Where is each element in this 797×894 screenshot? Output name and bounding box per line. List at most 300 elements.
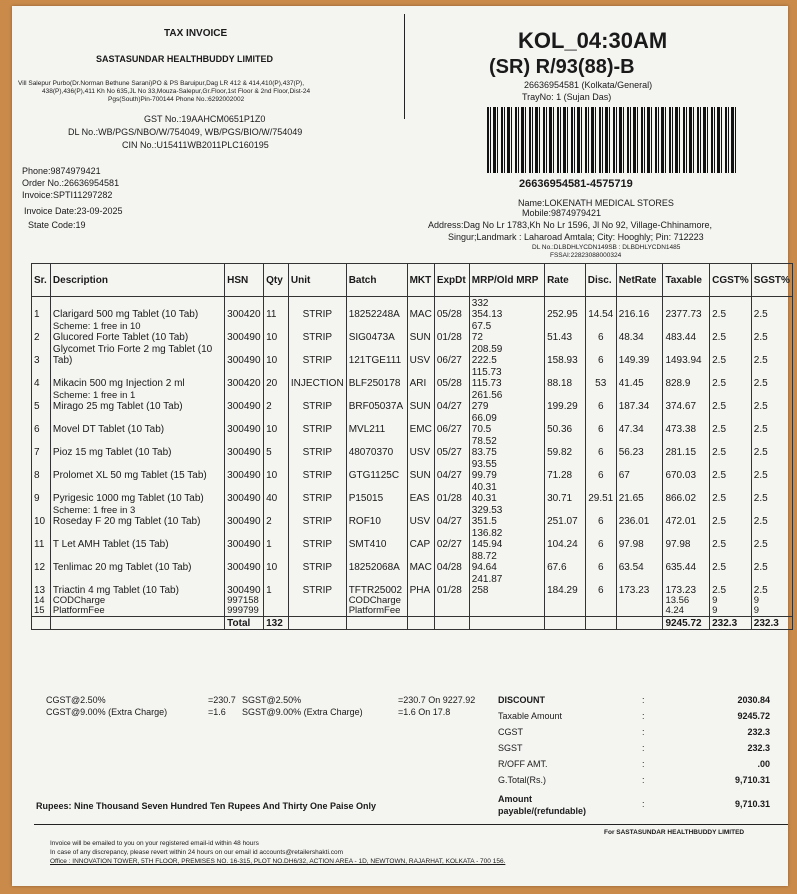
cell-netrate: 149.39 bbox=[616, 343, 663, 366]
cell-sgst: 2.5 bbox=[751, 320, 792, 343]
cell-cgst: 9 bbox=[710, 596, 752, 606]
cell-rate: 59.82 bbox=[545, 435, 586, 458]
cell-hsn: 300490 bbox=[225, 435, 264, 458]
dl-no: DL No.:WB/PGS/NBO/W/754049, WB/PGS/BIO/W/754049 bbox=[68, 127, 303, 137]
cell-sr: 7 bbox=[32, 435, 51, 458]
cell-hsn: 300420 bbox=[225, 297, 264, 321]
cell-rate bbox=[545, 596, 586, 606]
order-no: Order No.:26636954581 bbox=[22, 178, 120, 188]
cell-mrp bbox=[469, 481, 544, 504]
cell-sr: 10 bbox=[32, 504, 51, 527]
mrp-value: 332 bbox=[471, 298, 489, 309]
cell-expdt: 04/27 bbox=[434, 389, 469, 412]
cell-sgst: 2.5 bbox=[751, 343, 792, 366]
cell-mkt: SUN bbox=[407, 320, 434, 343]
table-row bbox=[32, 389, 793, 412]
cell-disc bbox=[585, 617, 616, 630]
cell-unit: STRIP bbox=[288, 527, 346, 550]
cell-cgst: 9 bbox=[710, 606, 752, 617]
cell-rate: 199.29 bbox=[545, 389, 586, 412]
cell-expdt: 01/28 bbox=[434, 481, 469, 504]
cell-netrate bbox=[616, 617, 663, 630]
col-sgst: SGST% bbox=[751, 264, 792, 297]
cell-sgst: 2.5 bbox=[751, 435, 792, 458]
cell-description bbox=[50, 617, 224, 630]
cell-disc: 14.54 bbox=[585, 297, 616, 321]
cell-rate: 252.95 bbox=[545, 297, 586, 321]
col-sr: Sr. bbox=[32, 264, 51, 297]
total-label: DISCOUNT bbox=[498, 695, 545, 705]
cell-sr: 14 bbox=[32, 596, 51, 606]
total-colon: : bbox=[642, 727, 645, 737]
cell-expdt: 01/28 bbox=[434, 320, 469, 343]
total-taxable: 9245.72 bbox=[663, 617, 710, 630]
cell-mrp bbox=[469, 458, 544, 481]
cell-cgst: 2.5 bbox=[710, 320, 752, 343]
table-row bbox=[32, 550, 793, 573]
cell-rate: 104.24 bbox=[545, 527, 586, 550]
cell-expdt: 06/27 bbox=[434, 343, 469, 366]
cell-batch: SIG0473A bbox=[346, 320, 407, 343]
total-label: R/OFF AMT. bbox=[498, 759, 548, 769]
cell-taxable: 173.23 bbox=[663, 573, 710, 596]
cell-taxable: 483.44 bbox=[663, 320, 710, 343]
cell-hsn: 300490 bbox=[225, 504, 264, 527]
cell-rate: 67.6 bbox=[545, 550, 586, 573]
cell-qty bbox=[264, 596, 289, 606]
col-description: Description bbox=[50, 264, 224, 297]
total-colon: : bbox=[642, 711, 645, 721]
cell-disc: 6 bbox=[585, 527, 616, 550]
cell-qty: 10 bbox=[264, 550, 289, 573]
cell-cgst: 2.5 bbox=[710, 435, 752, 458]
cell-mkt bbox=[407, 606, 434, 617]
cell-expdt: 01/28 bbox=[434, 573, 469, 596]
mrp-value: 40.31 bbox=[471, 482, 497, 493]
cell-description bbox=[50, 435, 224, 458]
total-value: 232.3 bbox=[747, 727, 770, 737]
cell-expdt: 04/28 bbox=[434, 550, 469, 573]
col-batch: Batch bbox=[346, 264, 407, 297]
cell-mkt: ARI bbox=[407, 366, 434, 389]
cell-unit: INJECTION bbox=[288, 366, 346, 389]
cell-batch: SMT410 bbox=[346, 527, 407, 550]
col-rate: Rate bbox=[545, 264, 586, 297]
cell-sgst: 2.5 bbox=[751, 481, 792, 504]
route-code: KOL_04:30AM bbox=[518, 28, 668, 53]
cell-netrate: 236.01 bbox=[616, 504, 663, 527]
total-value: .00 bbox=[757, 759, 770, 769]
cell-netrate bbox=[616, 596, 663, 606]
old-mrp-value: 354.13 bbox=[471, 309, 503, 320]
col-hsn: HSN bbox=[225, 264, 264, 297]
cell-sgst: 9 bbox=[751, 606, 792, 617]
old-mrp-value: 145.94 bbox=[471, 539, 503, 550]
cell-mrp bbox=[469, 573, 544, 596]
footer-note-1: Invoice will be emailed to you on your registered email-id within 48 hours bbox=[50, 840, 259, 847]
old-mrp-value: 83.75 bbox=[471, 447, 497, 458]
rack-code: (SR) R/93(88)-B bbox=[489, 56, 635, 78]
mrp-value: 93.55 bbox=[471, 459, 497, 470]
description-text: Pioz 15 mg Tablet (10 Tab) bbox=[52, 447, 172, 458]
cell-expdt: 05/28 bbox=[434, 297, 469, 321]
cell-hsn: 300490 bbox=[225, 412, 264, 435]
address-line-2: 438(P),436(P),411 Kh No 635,JL No 33,Mouza-Salepur,Gr.Floor,1st Floor & 2nd Floor,Dist-24 bbox=[42, 88, 311, 95]
footer-office: Office : INNOVATION TOWER, 5TH FLOOR, PREMISES NO. 16-315, PLOT NO.DH6/32, ACTION AREA - 1D, NEWTOWN, RAJARHAT, KOLKATA - 700 156. bbox=[50, 858, 506, 865]
cell-description bbox=[50, 481, 224, 504]
cell-cgst: 2.5 bbox=[710, 297, 752, 321]
cell-netrate: 21.65 bbox=[616, 481, 663, 504]
customer-address-2: Singur;Landmark : Laharoad Amtala; City: Hooghly; Pin: 712223 bbox=[448, 232, 704, 242]
old-mrp-value: 70.5 bbox=[471, 424, 492, 435]
cell-batch: 48070370 bbox=[346, 435, 407, 458]
total-colon: : bbox=[642, 799, 645, 809]
cell-sr: 3 bbox=[32, 343, 51, 366]
cell-batch: BRF05037A bbox=[346, 389, 407, 412]
description-text: Triactin 4 mg Tablet (10 Tab) bbox=[52, 585, 179, 596]
cgst-summary-value-1: =230.7 bbox=[208, 695, 236, 705]
cell-taxable: 635.44 bbox=[663, 550, 710, 573]
cell-cgst: 2.5 bbox=[710, 527, 752, 550]
col-mrp: MRP/Old MRP bbox=[469, 264, 544, 297]
old-mrp-value: 94.64 bbox=[471, 562, 497, 573]
cell-mrp bbox=[469, 606, 544, 617]
mrp-value: 208.59 bbox=[471, 344, 503, 355]
cell-description bbox=[50, 320, 224, 343]
cell-batch: P15015 bbox=[346, 481, 407, 504]
cell-taxable: 281.15 bbox=[663, 435, 710, 458]
mrp-value: 88.72 bbox=[471, 551, 497, 562]
cell-mkt: MAC bbox=[407, 297, 434, 321]
cell-qty: 5 bbox=[264, 435, 289, 458]
cell-description: CODCharge bbox=[50, 596, 224, 606]
gst-no: GST No.:19AAHCM0651P1Z0 bbox=[144, 114, 266, 124]
description-text: T Let AMH Tablet (15 Tab) bbox=[52, 539, 169, 550]
cell-sgst: 2.5 bbox=[751, 366, 792, 389]
total-label: G.Total(Rs.) bbox=[498, 775, 547, 785]
cell-hsn: 300490 bbox=[225, 527, 264, 550]
header-divider bbox=[404, 14, 405, 119]
cell-description bbox=[50, 389, 224, 412]
barcode-number: 26636954581-4575719 bbox=[519, 178, 633, 190]
cell-mrp bbox=[469, 617, 544, 630]
cell-batch: 18252248A bbox=[346, 297, 407, 321]
description-text: Movel DT Tablet (10 Tab) bbox=[52, 424, 165, 435]
table-row bbox=[32, 297, 793, 321]
scheme-text: Scheme: 1 free in 1 bbox=[52, 390, 136, 401]
cell-taxable: 374.67 bbox=[663, 389, 710, 412]
tray-no: TrayNo: 1 (Sujan Das) bbox=[522, 92, 612, 102]
mrp-value: 66.09 bbox=[471, 413, 497, 424]
cell-netrate: 48.34 bbox=[616, 320, 663, 343]
total-label: Total bbox=[225, 617, 264, 630]
cell-batch: PlatformFee bbox=[346, 606, 407, 617]
cell-mrp bbox=[469, 343, 544, 366]
cin-no: CIN No.:U15411WB2011PLC160195 bbox=[122, 140, 269, 150]
cell-sgst: 2.5 bbox=[751, 573, 792, 596]
description-text: Mikacin 500 mg Injection 2 ml bbox=[52, 378, 185, 389]
cell-sgst: 9 bbox=[751, 596, 792, 606]
cell-disc: 6 bbox=[585, 412, 616, 435]
cell-qty: 10 bbox=[264, 458, 289, 481]
customer-dl: DL No.:DLBDHLYCDN149SB : DLBDHLYCDN1485 bbox=[532, 244, 681, 251]
cell-sgst: 2.5 bbox=[751, 527, 792, 550]
description-text: Prolomet XL 50 mg Tablet (15 Tab) bbox=[52, 470, 207, 481]
cell-sr: 1 bbox=[32, 297, 51, 321]
description-text: Tenlimac 20 mg Tablet (10 Tab) bbox=[52, 562, 192, 573]
description-text: Pyrigesic 1000 mg Tablet (10 Tab) bbox=[52, 493, 204, 504]
total-value: 232.3 bbox=[747, 743, 770, 753]
cell-sr: 12 bbox=[32, 550, 51, 573]
cell-disc bbox=[585, 606, 616, 617]
cell-hsn: 300420 bbox=[225, 366, 264, 389]
cell-sr: 5 bbox=[32, 389, 51, 412]
cell-unit: STRIP bbox=[288, 320, 346, 343]
cell-expdt: 04/27 bbox=[434, 458, 469, 481]
cell-cgst: 2.5 bbox=[710, 550, 752, 573]
cell-taxable: 97.98 bbox=[663, 527, 710, 550]
cell-unit: STRIP bbox=[288, 504, 346, 527]
cell-cgst: 2.5 bbox=[710, 504, 752, 527]
total-colon: : bbox=[642, 743, 645, 753]
cell-expdt: 06/27 bbox=[434, 412, 469, 435]
footer-note-2: In case of any discrepancy, please revert within 24 hours on our email id accounts@retailershakti.com bbox=[50, 849, 343, 856]
cell-sr: 6 bbox=[32, 412, 51, 435]
cell-netrate: 67 bbox=[616, 458, 663, 481]
cell-mrp bbox=[469, 596, 544, 606]
cell-hsn: 999799 bbox=[225, 606, 264, 617]
cell-qty: 10 bbox=[264, 320, 289, 343]
cell-mrp bbox=[469, 366, 544, 389]
cell-taxable: 4.24 bbox=[663, 606, 710, 617]
cell-sgst: 2.5 bbox=[751, 550, 792, 573]
cell-mrp bbox=[469, 297, 544, 321]
invoice-no: Invoice:SPTI11297282 bbox=[22, 190, 113, 200]
invoice-date: Invoice Date:23-09-2025 bbox=[24, 206, 123, 216]
old-mrp-value: 279 bbox=[471, 401, 489, 412]
cell-description bbox=[50, 412, 224, 435]
cell-description bbox=[50, 573, 224, 596]
cell-description bbox=[50, 550, 224, 573]
cell-qty: 40 bbox=[264, 481, 289, 504]
items-table bbox=[31, 263, 793, 630]
mrp-value: 241.87 bbox=[471, 574, 503, 585]
cell-mrp bbox=[469, 435, 544, 458]
total-row bbox=[32, 617, 793, 630]
cell-unit bbox=[288, 596, 346, 606]
cell-taxable: 472.01 bbox=[663, 504, 710, 527]
mrp-value: 261.56 bbox=[471, 390, 503, 401]
cell-mkt: SUN bbox=[407, 458, 434, 481]
table-row bbox=[32, 527, 793, 550]
cell-qty: 1 bbox=[264, 527, 289, 550]
cell-rate: 88.18 bbox=[545, 366, 586, 389]
cell-unit: STRIP bbox=[288, 343, 346, 366]
cell-rate: 158.93 bbox=[545, 343, 586, 366]
cell-mkt: MAC bbox=[407, 550, 434, 573]
table-header-row bbox=[32, 264, 793, 297]
total-sgst: 232.3 bbox=[751, 617, 792, 630]
cell-mkt bbox=[407, 617, 434, 630]
cell-unit: STRIP bbox=[288, 389, 346, 412]
total-label: Taxable Amount bbox=[498, 711, 563, 721]
sgst-summary-value-2: =1.6 On 17.8 bbox=[398, 707, 451, 717]
cell-netrate: 41.45 bbox=[616, 366, 663, 389]
company-name: SASTASUNDAR HEALTHBUDDY LIMITED bbox=[96, 54, 273, 64]
description-text: Roseday F 20 mg Tablet (10 Tab) bbox=[52, 516, 201, 527]
cell-rate bbox=[545, 606, 586, 617]
cell-disc: 53 bbox=[585, 366, 616, 389]
cgst-summary-2: CGST@9.00% (Extra Charge) bbox=[46, 707, 168, 717]
invoice-paper bbox=[12, 6, 788, 886]
cell-hsn: 300490 bbox=[225, 481, 264, 504]
cgst-summary-value-2: =1.6 bbox=[208, 707, 226, 717]
cell-sr: 9 bbox=[32, 481, 51, 504]
col-cgst: CGST% bbox=[710, 264, 752, 297]
table-row bbox=[32, 320, 793, 343]
table-row bbox=[32, 504, 793, 527]
cell-cgst: 2.5 bbox=[710, 573, 752, 596]
col-unit: Unit bbox=[288, 264, 346, 297]
cell-disc: 29.51 bbox=[585, 481, 616, 504]
total-cgst: 232.3 bbox=[710, 617, 752, 630]
cell-qty bbox=[264, 606, 289, 617]
cell-rate: 251.07 bbox=[545, 504, 586, 527]
customer-mobile: Mobile:9874979421 bbox=[522, 208, 602, 218]
customer-fssai: FSSAI:22823088000324 bbox=[550, 252, 622, 259]
mrp-value: 78.52 bbox=[471, 436, 497, 447]
cell-batch: MVL211 bbox=[346, 412, 407, 435]
address-line-3: Pgs(South)Pin-700144 Phone No.:6292002002 bbox=[108, 96, 245, 103]
cell-disc: 6 bbox=[585, 550, 616, 573]
cell-taxable: 866.02 bbox=[663, 481, 710, 504]
cell-cgst: 2.5 bbox=[710, 458, 752, 481]
cell-cgst: 2.5 bbox=[710, 343, 752, 366]
for-company: For SASTASUNDAR HEALTHBUDDY LIMITED bbox=[604, 829, 745, 836]
cell-sgst: 2.5 bbox=[751, 412, 792, 435]
cell-mkt: USV bbox=[407, 504, 434, 527]
cell-disc bbox=[585, 596, 616, 606]
col-taxable: Taxable bbox=[663, 264, 710, 297]
cell-mrp bbox=[469, 527, 544, 550]
cell-sr: 8 bbox=[32, 458, 51, 481]
amount-in-words: Rupees: Nine Thousand Seven Hundred Ten Rupees And Thirty One Paise Only bbox=[36, 801, 377, 811]
cell-qty: 20 bbox=[264, 366, 289, 389]
total-value: 9,710.31 bbox=[734, 775, 770, 785]
cell-unit bbox=[288, 617, 346, 630]
cell-qty: 10 bbox=[264, 343, 289, 366]
cell-description bbox=[50, 343, 224, 366]
cell-cgst: 2.5 bbox=[710, 481, 752, 504]
cell-hsn: 997158 bbox=[225, 596, 264, 606]
cell-unit: STRIP bbox=[288, 550, 346, 573]
cell-cgst: 2.5 bbox=[710, 389, 752, 412]
cell-mrp bbox=[469, 550, 544, 573]
customer-address-1: Address:Dag No Lr 1783,Kh No Lr 1596, Jl No 92, Village-Chhinamore, bbox=[428, 220, 712, 230]
total-value: 9,710.31 bbox=[734, 799, 770, 809]
cgst-summary-1: CGST@2.50% bbox=[46, 695, 106, 705]
cell-sr: 2 bbox=[32, 320, 51, 343]
state-code: State Code:19 bbox=[28, 220, 86, 230]
cell-rate: 71.28 bbox=[545, 458, 586, 481]
table-row bbox=[32, 366, 793, 389]
cell-batch bbox=[346, 617, 407, 630]
cell-disc: 6 bbox=[585, 458, 616, 481]
cell-netrate: 187.34 bbox=[616, 389, 663, 412]
cell-mrp bbox=[469, 389, 544, 412]
cell-disc: 6 bbox=[585, 343, 616, 366]
cell-unit: STRIP bbox=[288, 458, 346, 481]
cell-expdt bbox=[434, 617, 469, 630]
cell-unit: STRIP bbox=[288, 297, 346, 321]
total-qty: 132 bbox=[264, 617, 289, 630]
old-mrp-value: 40.31 bbox=[471, 493, 497, 504]
cell-hsn: 300490 bbox=[225, 389, 264, 412]
table-row bbox=[32, 435, 793, 458]
table-row bbox=[32, 343, 793, 366]
cell-hsn: 300490 bbox=[225, 320, 264, 343]
mrp-value: 67.5 bbox=[471, 321, 492, 332]
cell-unit: STRIP bbox=[288, 435, 346, 458]
cell-netrate: 97.98 bbox=[616, 527, 663, 550]
cell-description bbox=[50, 527, 224, 550]
cell-mrp bbox=[469, 320, 544, 343]
cell-expdt: 04/27 bbox=[434, 504, 469, 527]
col-qty: Qty bbox=[264, 264, 289, 297]
cell-mkt: PHA bbox=[407, 573, 434, 596]
mrp-value: 115.73 bbox=[471, 367, 502, 378]
cell-mkt bbox=[407, 596, 434, 606]
description-text: Clarigard 500 mg Tablet (10 Tab) bbox=[52, 309, 199, 320]
cell-description: PlatformFee bbox=[50, 606, 224, 617]
cell-mkt: EAS bbox=[407, 481, 434, 504]
cell-description bbox=[50, 504, 224, 527]
cell-description bbox=[50, 297, 224, 321]
cell-rate: 30.71 bbox=[545, 481, 586, 504]
cell-hsn: 300490 bbox=[225, 343, 264, 366]
scheme-text: Scheme: 1 free in 3 bbox=[52, 505, 136, 516]
cell-expdt: 05/27 bbox=[434, 435, 469, 458]
total-label: Amount payable/(refundable) bbox=[498, 794, 587, 816]
sgst-summary-2: SGST@9.00% (Extra Charge) bbox=[242, 707, 363, 717]
cell-batch: 121TGE111 bbox=[346, 343, 407, 366]
cell-disc: 6 bbox=[585, 435, 616, 458]
cell-expdt bbox=[434, 596, 469, 606]
charge-row bbox=[32, 606, 793, 617]
footer-divider bbox=[34, 824, 788, 825]
old-mrp-value: 222.5 bbox=[471, 355, 497, 366]
cell-description bbox=[50, 458, 224, 481]
cell-taxable: 2377.73 bbox=[663, 297, 710, 321]
cell-netrate: 173.23 bbox=[616, 573, 663, 596]
cell-sr: 4 bbox=[32, 366, 51, 389]
table-row bbox=[32, 458, 793, 481]
cell-taxable: 828.9 bbox=[663, 366, 710, 389]
cell-batch: CODCharge bbox=[346, 596, 407, 606]
cell-netrate: 56.23 bbox=[616, 435, 663, 458]
cell-netrate: 63.54 bbox=[616, 550, 663, 573]
cell-disc: 6 bbox=[585, 389, 616, 412]
description-text: Glucored Forte Tablet (10 Tab) bbox=[52, 332, 189, 343]
cell-qty: 2 bbox=[264, 389, 289, 412]
cell-disc: 6 bbox=[585, 504, 616, 527]
old-mrp-value: 115.73 bbox=[471, 378, 502, 389]
col-netrate: NetRate bbox=[616, 264, 663, 297]
cell-sgst: 2.5 bbox=[751, 389, 792, 412]
cell-taxable: 670.03 bbox=[663, 458, 710, 481]
old-mrp-value: 351.5 bbox=[471, 516, 497, 527]
col-disc: Disc. bbox=[585, 264, 616, 297]
